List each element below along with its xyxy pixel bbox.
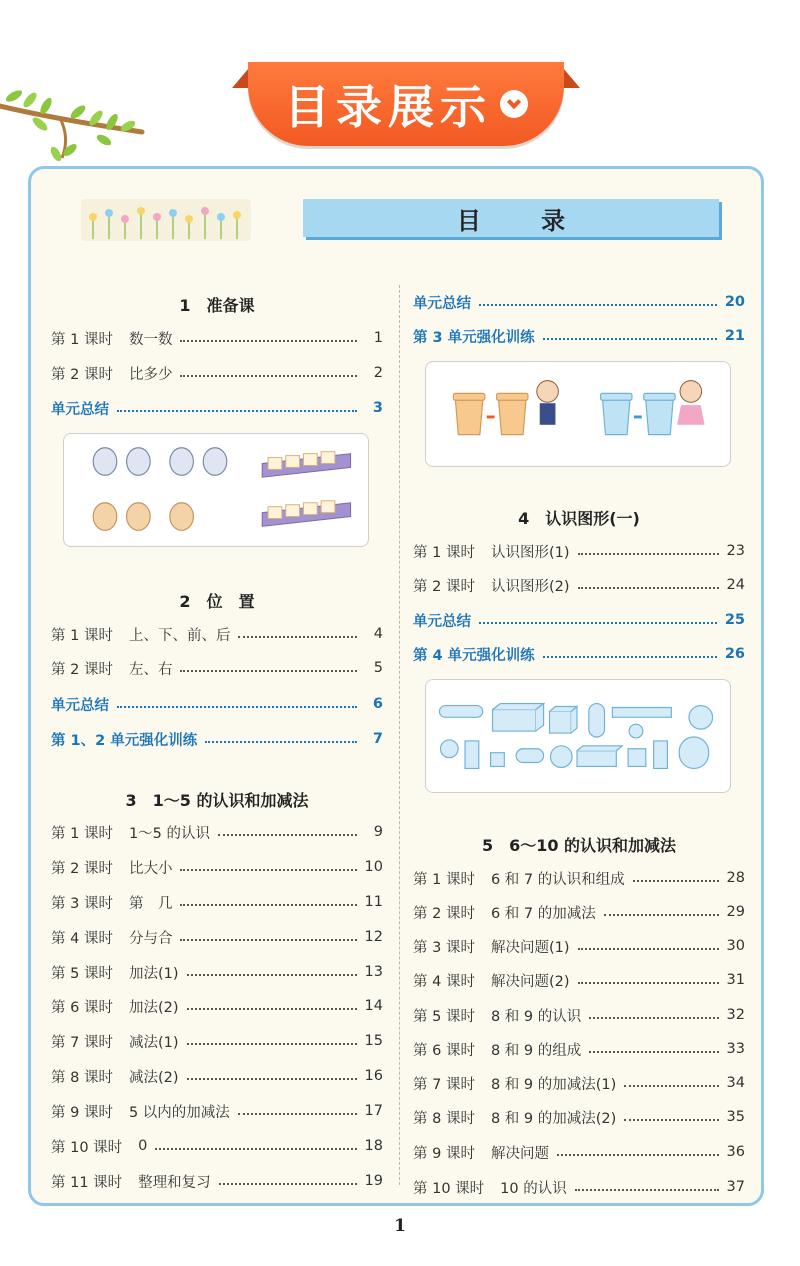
toc-row — [413, 969, 745, 991]
dot-leader — [543, 656, 717, 658]
dot-leader — [180, 869, 356, 871]
summary-label: 单元总结 — [51, 697, 109, 714]
dot-leader — [578, 587, 719, 589]
lesson-label: 第 8 课时 — [413, 1110, 475, 1127]
lesson-label: 第 6 课时 — [51, 999, 113, 1016]
lesson-label: 第 5 课时 — [51, 965, 113, 982]
dot-leader — [589, 1051, 718, 1053]
toc-row — [413, 901, 745, 923]
page-footer-number: 1 — [394, 1216, 406, 1236]
column-divider — [399, 285, 400, 1185]
lesson-label: 第 10 课时 — [413, 1180, 485, 1197]
lesson-topic: 8 和 9 的认识 — [490, 1008, 582, 1025]
summary-label: 单元总结 — [413, 295, 471, 312]
lesson-label: 第 8 课时 — [51, 1069, 113, 1086]
page-number: 37 — [726, 1179, 745, 1195]
dot-leader — [543, 338, 717, 340]
lesson-label: 第 1 课时 — [51, 825, 113, 842]
dot-leader — [479, 622, 717, 624]
lesson-topic: 加法(1) — [128, 965, 179, 982]
dot-leader — [578, 948, 719, 950]
dot-leader — [578, 982, 719, 984]
page-number: 14 — [364, 998, 383, 1014]
training-label: 第 4 单元强化训练 — [413, 647, 535, 664]
page-number: 15 — [364, 1033, 383, 1049]
lesson-topic: 数一数 — [128, 331, 173, 348]
lesson-label: 第 10 课时 — [51, 1139, 123, 1156]
lesson-label: 第 11 课时 — [51, 1174, 123, 1191]
toc-row — [51, 821, 383, 843]
lesson-topic: 整理和复习 — [138, 1174, 211, 1191]
toc-row — [51, 1170, 383, 1192]
dot-leader — [180, 340, 357, 342]
lesson-label: 第 7 课时 — [413, 1076, 475, 1093]
lesson-topic: 分与合 — [128, 930, 173, 947]
page-number: 30 — [726, 938, 745, 954]
lesson-label: 第 2 课时 — [413, 905, 475, 922]
lesson-label: 第 5 课时 — [413, 1008, 475, 1025]
toc-row — [413, 1004, 745, 1026]
lesson-label: 第 1 课时 — [51, 627, 113, 644]
lesson-topic: 加法(2) — [128, 999, 179, 1016]
dot-leader — [180, 904, 356, 906]
lesson-topic: 0 — [138, 1138, 148, 1154]
section-title: 1 准备课 — [179, 296, 255, 315]
toc-row-summary — [413, 609, 745, 631]
toc-row — [413, 1141, 745, 1163]
lesson-topic: 认识图形(1) — [490, 544, 570, 561]
page-number: 2 — [373, 365, 383, 381]
toc-row — [51, 926, 383, 948]
lesson-label: 第 2 课时 — [413, 578, 475, 595]
toc-row — [413, 1176, 745, 1198]
dot-leader — [604, 914, 719, 916]
page-number: 36 — [726, 1144, 745, 1160]
toc-card — [28, 166, 764, 1206]
branch-leaves-icon — [0, 88, 150, 168]
dot-leader — [187, 974, 357, 976]
dot-leader — [187, 1008, 357, 1010]
lesson-label: 第 2 课时 — [51, 661, 113, 678]
lesson-label: 第 1 课时 — [413, 544, 475, 561]
dot-leader — [479, 304, 717, 306]
dot-leader — [589, 1017, 718, 1019]
page-number: 33 — [726, 1041, 745, 1057]
lesson-label: 第 4 课时 — [51, 930, 113, 947]
section-title: 3 1～5 的认识和加减法 — [125, 791, 309, 810]
training-label: 第 1、2 单元强化训练 — [51, 732, 198, 749]
toc-row — [413, 1106, 745, 1128]
page-number: 23 — [726, 543, 745, 559]
page-number: 11 — [364, 894, 383, 910]
section-title: 4 认识图形(一) — [518, 509, 640, 528]
dot-leader — [238, 1113, 357, 1115]
lesson-label: 第 1 课时 — [51, 331, 113, 348]
page-number: 10 — [364, 859, 383, 875]
dot-leader — [624, 1085, 718, 1087]
lesson-topic: 解决问题 — [490, 1145, 549, 1162]
toc-row — [51, 1030, 383, 1052]
toc-row — [51, 856, 383, 878]
lesson-topic: 减法(1) — [128, 1034, 179, 1051]
dot-leader — [180, 939, 356, 941]
lesson-topic: 8 和 9 的加减法(1) — [490, 1076, 617, 1093]
dot-leader — [218, 834, 357, 836]
lesson-topic: 解决问题(1) — [490, 939, 570, 956]
animals-cakes-illustration — [63, 433, 369, 547]
toc-row — [413, 540, 745, 562]
lesson-topic: 8 和 9 的组成 — [490, 1042, 582, 1059]
toc-header — [303, 199, 719, 237]
shapes-illustration — [425, 679, 731, 793]
page-number: 19 — [364, 1173, 383, 1189]
page-number: 16 — [364, 1068, 383, 1084]
dot-leader — [117, 410, 357, 412]
dot-leader — [219, 1183, 357, 1185]
page-number: 24 — [726, 577, 745, 593]
lesson-label: 第 7 课时 — [51, 1034, 113, 1051]
lesson-label: 第 2 课时 — [51, 366, 113, 383]
chevron-down-icon — [500, 90, 528, 118]
page-number: 34 — [726, 1075, 745, 1091]
toc-row — [51, 891, 383, 913]
dot-leader — [180, 375, 357, 377]
toc-row — [51, 327, 383, 349]
lesson-topic: 解决问题(2) — [490, 973, 570, 990]
toc-row — [413, 1038, 745, 1060]
lesson-topic: 6 和 7 的加减法 — [490, 905, 596, 922]
page-number: 13 — [364, 964, 383, 980]
page-number: 35 — [726, 1109, 745, 1125]
dot-leader — [155, 1148, 356, 1150]
summary-label: 单元总结 — [51, 401, 109, 418]
recycling-illustration — [425, 361, 731, 467]
training-label: 第 3 单元强化训练 — [413, 329, 535, 346]
summary-label: 单元总结 — [413, 613, 471, 630]
toc-row-summary — [51, 693, 383, 715]
page-number: 5 — [373, 660, 383, 676]
dot-leader — [187, 1043, 357, 1045]
page-number: 20 — [724, 294, 745, 310]
toc-row-training — [51, 728, 383, 750]
lesson-label: 第 1 课时 — [413, 871, 475, 888]
section-title: 5 6～10 的认识和加减法 — [481, 836, 677, 855]
toc-row — [413, 935, 745, 957]
toc-row — [51, 1065, 383, 1087]
toc-row — [413, 1072, 745, 1094]
lesson-label: 第 9 课时 — [51, 1104, 113, 1121]
lesson-label: 第 9 课时 — [413, 1145, 475, 1162]
page-number: 7 — [372, 731, 383, 747]
page-number: 26 — [724, 646, 745, 662]
lesson-label: 第 6 课时 — [413, 1042, 475, 1059]
page-number: 9 — [373, 824, 383, 840]
toc-row-summary — [51, 397, 383, 419]
lesson-label: 第 2 课时 — [51, 860, 113, 877]
lesson-label: 第 3 课时 — [413, 939, 475, 956]
page-number: 29 — [726, 904, 745, 920]
lesson-topic: 比大小 — [128, 860, 173, 877]
lesson-label: 第 3 课时 — [51, 895, 113, 912]
page-number: 18 — [364, 1138, 383, 1154]
banner-ribbon — [248, 62, 564, 146]
dot-leader — [578, 553, 719, 555]
lesson-topic: 比多少 — [128, 366, 173, 383]
toc-row-training — [413, 325, 745, 347]
lesson-topic: 1～5 的认识 — [128, 825, 211, 842]
toc-row — [51, 1100, 383, 1122]
page-number: 31 — [726, 972, 745, 988]
toc-row — [51, 362, 383, 384]
lesson-topic: 5 以内的加减法 — [128, 1104, 230, 1121]
toc-row — [413, 867, 745, 889]
dot-leader — [557, 1154, 719, 1156]
lesson-topic: 减法(2) — [128, 1069, 179, 1086]
toc-row-training — [413, 643, 745, 665]
page-number: 32 — [726, 1007, 745, 1023]
dot-leader — [633, 880, 719, 882]
dot-leader — [180, 670, 357, 672]
dot-leader — [187, 1078, 357, 1080]
lesson-topic: 8 和 9 的加减法(2) — [490, 1110, 617, 1127]
toc-row — [51, 623, 383, 645]
page-number: 21 — [724, 328, 745, 344]
lesson-topic: 上、下、前、后 — [128, 627, 231, 644]
page-number: 25 — [724, 612, 745, 628]
dot-leader — [238, 636, 357, 638]
toc-header-title: 目 录 — [456, 206, 592, 235]
dot-leader — [205, 741, 357, 743]
page-number: 12 — [364, 929, 383, 945]
lesson-topic: 左、右 — [128, 661, 173, 678]
dot-leader — [624, 1119, 718, 1121]
toc-row — [51, 657, 383, 679]
section-title: 2 位 置 — [179, 592, 255, 611]
page-number: 4 — [373, 626, 383, 642]
lesson-topic: 6 和 7 的认识和组成 — [490, 871, 625, 888]
toc-row — [51, 961, 383, 983]
lesson-label: 第 4 课时 — [413, 973, 475, 990]
page-number: 28 — [726, 870, 745, 886]
toc-row — [51, 995, 383, 1017]
lesson-topic: 10 的认识 — [500, 1180, 567, 1197]
toc-row — [413, 574, 745, 596]
page-number: 6 — [372, 696, 383, 712]
page-number: 3 — [372, 400, 383, 416]
banner-title: 目录展示 — [284, 80, 492, 134]
dot-leader — [575, 1189, 719, 1191]
toc-row-summary — [413, 291, 745, 313]
lesson-topic: 第 几 — [128, 895, 173, 912]
page-number: 17 — [364, 1103, 383, 1119]
banner — [232, 62, 580, 148]
flowers-icon — [81, 199, 251, 241]
lesson-topic: 认识图形(2) — [490, 578, 570, 595]
dot-leader — [117, 706, 357, 708]
page-number: 1 — [373, 330, 383, 346]
toc-row — [51, 1135, 383, 1157]
